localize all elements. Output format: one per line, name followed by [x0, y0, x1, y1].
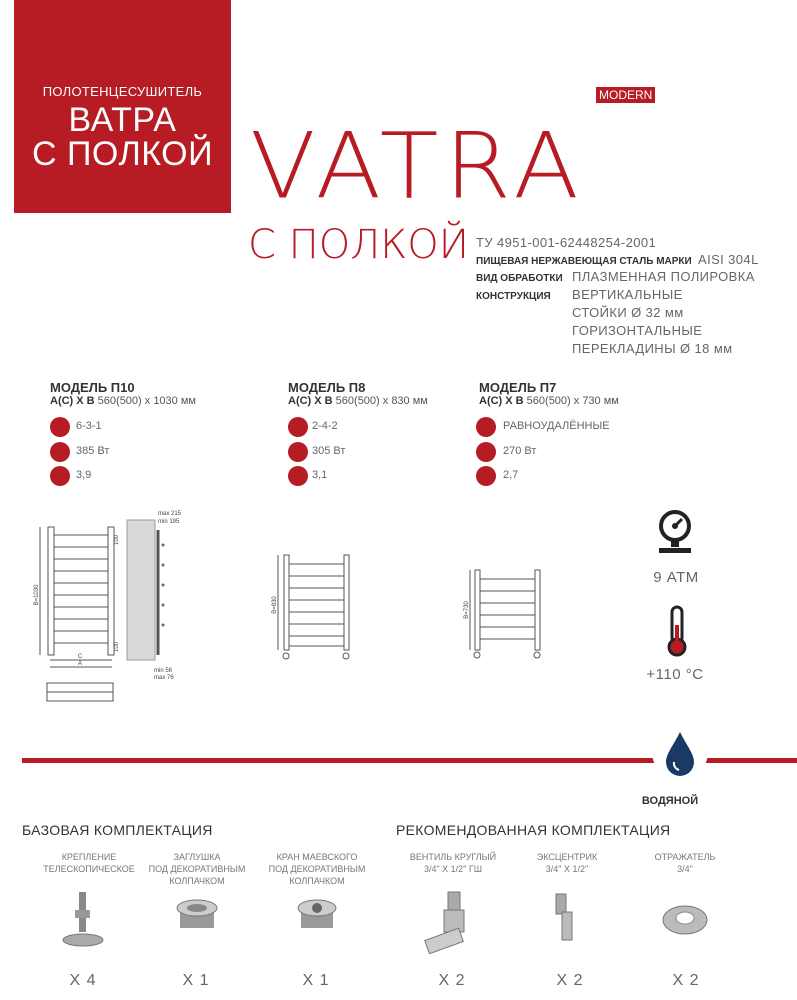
series-badge: MODERN [596, 87, 655, 103]
drawing-p10-gap-bottom: 100 [114, 641, 120, 653]
accessory-label: ОТРАЖАТЕЛЬ 3/4" [654, 852, 716, 874]
thermometer-icon [665, 605, 689, 657]
drawing-p8 [268, 550, 358, 665]
heating-type-label: ВОДЯНОЙ [641, 795, 699, 807]
spec-construction-label: КОНСТРУКЦИЯ [476, 291, 551, 302]
rungs-icon [50, 417, 70, 437]
model-dimensions: А(С) Х В 560(500) х 830 мм [288, 395, 428, 407]
accessory-qty: Х 2 [556, 972, 584, 989]
model-power: 305 Вт [312, 445, 346, 457]
drawing-p10-gap-top: 100 [114, 534, 120, 546]
brand-name: VATRA [250, 112, 585, 220]
accessory-label: КРЕПЛЕНИЕ ТЕЛЕСКОПИЧЕСКОЕ [43, 852, 135, 874]
brand-subtitle: С ПОЛКОЙ [248, 222, 469, 268]
power-icon [50, 442, 70, 462]
drawing-p8-height: В=830 [272, 596, 278, 614]
accessory-label: КРАН МАЕВСКОГО ПОД ДЕКОРАТИВНЫМ КОЛПАЧКОМ [268, 852, 366, 886]
model-name: МОДЕЛЬ П7 [479, 380, 557, 395]
recommended-kit-title: РЕКОМЕНДОВАННАЯ КОМПЛЕКТАЦИЯ [396, 822, 671, 838]
drawing-p10-height: В=1030 [34, 584, 40, 606]
model-power: 270 Вт [503, 445, 537, 457]
volume-icon [288, 466, 308, 486]
spec-steel-value: AISI 304L [698, 252, 759, 267]
accessory-label: ВЕНТИЛЬ КРУГЛЫЙ 3/4" Х 1/2" ГШ [409, 852, 497, 874]
accessory-qty: Х 1 [182, 972, 210, 989]
temperature-value: +110 °С [646, 666, 704, 683]
power-icon [476, 442, 496, 462]
drawing-p7-height: В=730 [464, 601, 470, 619]
model-volume: 3,9 [76, 469, 92, 481]
spec-construction-line: ГОРИЗОНТАЛЬНЫЕ [572, 323, 703, 338]
spec-finish-value: ПЛАЗМЕННАЯ ПОЛИРОВКА [572, 269, 755, 284]
round-valve-icon [418, 888, 488, 958]
hero-title-line1: ВАТРА [68, 101, 177, 139]
spec-construction-line: ВЕРТИКАЛЬНЫЕ [572, 287, 683, 302]
model-name: МОДЕЛЬ П10 [50, 380, 135, 395]
model-volume: 3,1 [312, 469, 328, 481]
plug-cap-icon [172, 896, 222, 936]
drawing-p10-min56: min 56 [154, 668, 173, 674]
base-kit-title: БАЗОВАЯ КОМПЛЕКТАЦИЯ [22, 822, 213, 838]
mayevsky-valve-icon [292, 896, 342, 936]
model-dimensions: А(С) Х В 560(500) х 1030 мм [50, 395, 196, 407]
volume-icon [476, 466, 496, 486]
drawing-p10 [30, 505, 200, 720]
drawing-p10-max215: max 215 [158, 511, 182, 517]
pressure-value: 9 АТМ [653, 569, 699, 586]
volume-icon [50, 466, 70, 486]
model-name: МОДЕЛЬ П8 [288, 380, 366, 395]
power-icon [288, 442, 308, 462]
model-card-p8 [288, 380, 488, 481]
eccentric-icon [550, 892, 580, 944]
model-rungs: РАВНОУДАЛЁННЫЕ [503, 420, 610, 432]
telescopic-mount-icon [58, 890, 108, 950]
spec-tu: ТУ 4951-001-62448254-2001 [476, 235, 657, 250]
model-volume: 2,7 [503, 469, 519, 481]
model-card-p7 [479, 380, 679, 481]
accessory-qty: Х 1 [302, 972, 330, 989]
drawing-p10-max76: max 76 [154, 675, 174, 681]
water-drop-icon [663, 730, 697, 778]
spec-steel-label: ПИЩЕВАЯ НЕРЖАВЕЮЩАЯ СТАЛЬ МАРКИ [476, 256, 692, 267]
accessory-qty: Х 2 [438, 972, 466, 989]
model-power: 385 Вт [76, 445, 110, 457]
model-card-p10 [50, 380, 250, 481]
rungs-icon [288, 417, 308, 437]
accessory-label: ЗАГЛУШКА ПОД ДЕКОРАТИВНЫМ КОЛПАЧКОМ [148, 852, 246, 886]
spec-construction-line: СТОЙКИ Ø 32 мм [572, 305, 684, 320]
drawing-p10-c: С [77, 654, 83, 660]
hero-subtitle: ПОЛОТЕНЦЕСУШИТЕЛЬ [42, 84, 203, 99]
accessory-qty: Х 4 [69, 972, 97, 989]
drawing-p10-a: А [77, 661, 83, 667]
accessory-qty: Х 2 [672, 972, 700, 989]
hero-banner [14, 0, 231, 213]
spec-finish-label: ВИД ОБРАБОТКИ [476, 273, 563, 284]
rungs-icon [476, 417, 496, 437]
spec-construction-line: ПЕРЕКЛАДИНЫ Ø 18 мм [572, 341, 733, 356]
model-rungs: 6-3-1 [76, 420, 102, 432]
pressure-gauge-icon [655, 508, 695, 556]
hero-title-line2: С ПОЛКОЙ [31, 135, 214, 173]
drawing-p7 [460, 565, 550, 665]
drawing-p10-min195: min 195 [158, 519, 180, 525]
reflector-icon [660, 898, 710, 938]
model-dimensions: А(С) Х В 560(500) х 730 мм [479, 395, 619, 407]
model-rungs: 2-4-2 [312, 420, 338, 432]
accessory-label: ЭКСЦЕНТРИК 3/4" Х 1/2" [536, 852, 598, 874]
